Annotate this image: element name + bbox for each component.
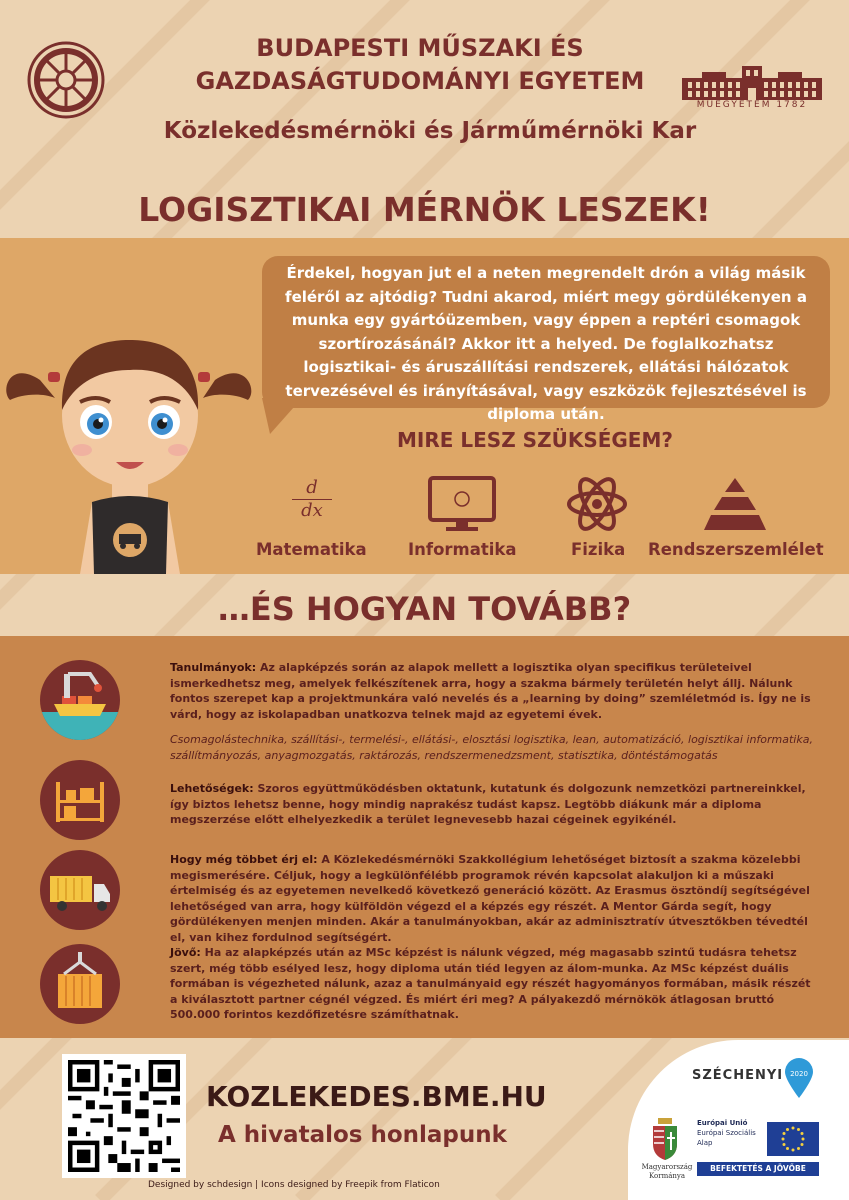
section-heading: Jövő:	[170, 946, 201, 959]
monitor-icon	[428, 476, 496, 532]
section-jovo	[170, 945, 820, 1023]
container-crane-icon	[40, 944, 120, 1024]
next-title: …ÉS HOGYAN TOVÁBB?	[217, 590, 632, 628]
university-name	[160, 32, 680, 98]
government-line-1: Magyarország	[641, 1163, 693, 1171]
warehouse-shelf-icon	[40, 760, 120, 840]
eu-line-2: Európai Szociális	[697, 1129, 756, 1137]
section-hogy-meg-tobbet	[170, 852, 820, 945]
section-heading: Tanulmányok:	[170, 661, 257, 674]
eu-line-3: Alap	[697, 1139, 713, 1147]
university-line-2: GAZDASÁGTUDOMÁNYI EGYETEM	[195, 67, 645, 95]
building-caption: MŰEGYETEM 1782	[696, 100, 808, 110]
credits: Designed by schdesign | Icons designed by Freepik from Flaticon	[148, 1180, 440, 1190]
government-line-2: Kormánya	[648, 1172, 686, 1180]
befektetes-banner: BEFEKTETÉS A JÖVŐBE	[697, 1162, 819, 1176]
qr-code-icon[interactable]	[62, 1054, 186, 1178]
website-link[interactable]: KOZLEKEDES.BME.HU	[206, 1080, 547, 1113]
skill-label-informatika: Informatika	[408, 540, 517, 559]
eu-caption	[697, 1118, 759, 1148]
szechenyi-pin-icon	[784, 1058, 814, 1098]
truck-icon	[40, 850, 120, 930]
section-topics: Csomagolástechnika, szállítási-, termelési-, ellátási-, elosztási logisztika, lean, automatizáció, logisztikai informatika, szállítmányozás, anyagmozgatás, raktározás, rendszermenedzsment, statisztika, döntéstámogatás	[170, 733, 813, 762]
intro-text: Érdekel, hogyan jut el a neten megrendelt drón a világ másik feléről az ajtódig? Tudni akarod, miért megy gördülékenyen a munka egy gyártóüzemben, vagy éppen a reptéri csomagok szortírozásánál? Akkor itt a helyed. De foglalkozhatsz logisztikai- és áruszállítási rendszerek, ellátási hálózatok tervezésével és irányításával, vagy eszközök fejlesztésével is diploma után.	[285, 264, 807, 423]
main-title: LOGISZTIKAI MÉRNÖK LESZEK!	[138, 190, 711, 229]
skill-label-matematika: Matematika	[256, 540, 367, 559]
section-heading: Hogy még többet érj el:	[170, 853, 318, 866]
university-line-1: BUDAPESTI MŰSZAKI ÉS	[256, 34, 584, 62]
girl-illustration-icon	[0, 320, 260, 574]
derivative-icon	[292, 477, 332, 522]
szechenyi-year: 2020	[790, 1070, 808, 1078]
faculty-name: Közlekedésmérnöki és Járműmérnöki Kar	[163, 118, 697, 144]
bme-wheel-logo-icon	[26, 40, 106, 120]
section-text: Szoros együttműködésben oktatunk, kutatunk és dolgozunk nemzetközi partnereinkkel, így biztos lehetsz benne, hogy mindig naprakész tudást kapsz. Legtöbb diákunk már a diploma megszerzése előtt elhelyezkedik a terület legnevesebb hazai cégeinek egyikénél.	[170, 782, 806, 826]
ship-crane-icon	[40, 660, 120, 740]
derivative-numerator: d	[292, 477, 332, 500]
government-caption	[630, 1163, 704, 1181]
eu-line-1: Európai Unió	[697, 1119, 748, 1127]
needs-title: MIRE LESZ SZÜKSÉGEM?	[397, 428, 673, 452]
section-lehetosegek	[170, 781, 820, 828]
skill-label-rendszerszemlelet: Rendszerszemlélet	[648, 540, 824, 559]
skill-label-fizika: Fizika	[571, 540, 626, 559]
website-caption: A hivatalos honlapunk	[218, 1122, 507, 1148]
section-text: Az alapképzés során az alapok mellett a logisztika olyan specifikus területeivel ismerkedhetsz meg, amelyek felkészítenek arra, hogy a szakma bármely területén helyt állj. Nálunk fontos szerepet kap a projektmunkára való nevelés és a „learning by doing” szemléletmód is. Így ne is várd, hogy az iskolapadban unatkozva telnek majd az egyetemi évek.	[170, 661, 811, 721]
section-heading: Lehetőségek:	[170, 782, 254, 795]
section-text: A Közlekedésmérnöki Szakkollégium lehetőséget biztosít a szakma közelebbi megismerésére. Céljuk, hogy a legkülönfélébb programok révén kapcsolat alakuljon ki a műszaki értelmiség és az egyetemen nevelkedő következő generáció között. Az Erasmus ösztöndíj segítségével lehetőséged van arra, hogy külföldön végezd el a képzés egy részét. A Mentor Gárda segít, hogy gördülékenyen menjen minden. Akár a tanulmányokban, akár az adminisztratív útvesztőkben tévedtél el, van kihez fordulnod segítségért.	[170, 853, 810, 944]
szechenyi-label: SZÉCHENYI	[692, 1068, 784, 1083]
section-text: Ha az alapképzés után az MSc képzést is nálunk végzed, még magasabb szintű tudásra tehetsz szert, még több esélyed lesz, hogy diploma után tiéd legyen az álom-munka. Az MSc képzést duális formában is végezheted nálunk, azaz a tanulmányaid egy részét hagyományos formában, másik részét a kiválasztott partner cégnél végzed. És miért éri meg? A pályakezdő mérnökök átlagosan bruttó 500.000 forintos kezdőfizetésre számíthatnak.	[170, 946, 811, 1021]
section-tanulmanyok	[170, 660, 820, 763]
eu-flag-icon	[767, 1122, 819, 1156]
hungarian-crest-icon	[650, 1118, 680, 1160]
pyramid-icon	[702, 476, 768, 534]
atom-icon	[566, 472, 628, 536]
derivative-denominator: dx	[301, 500, 323, 521]
building-logo-icon	[682, 66, 822, 100]
